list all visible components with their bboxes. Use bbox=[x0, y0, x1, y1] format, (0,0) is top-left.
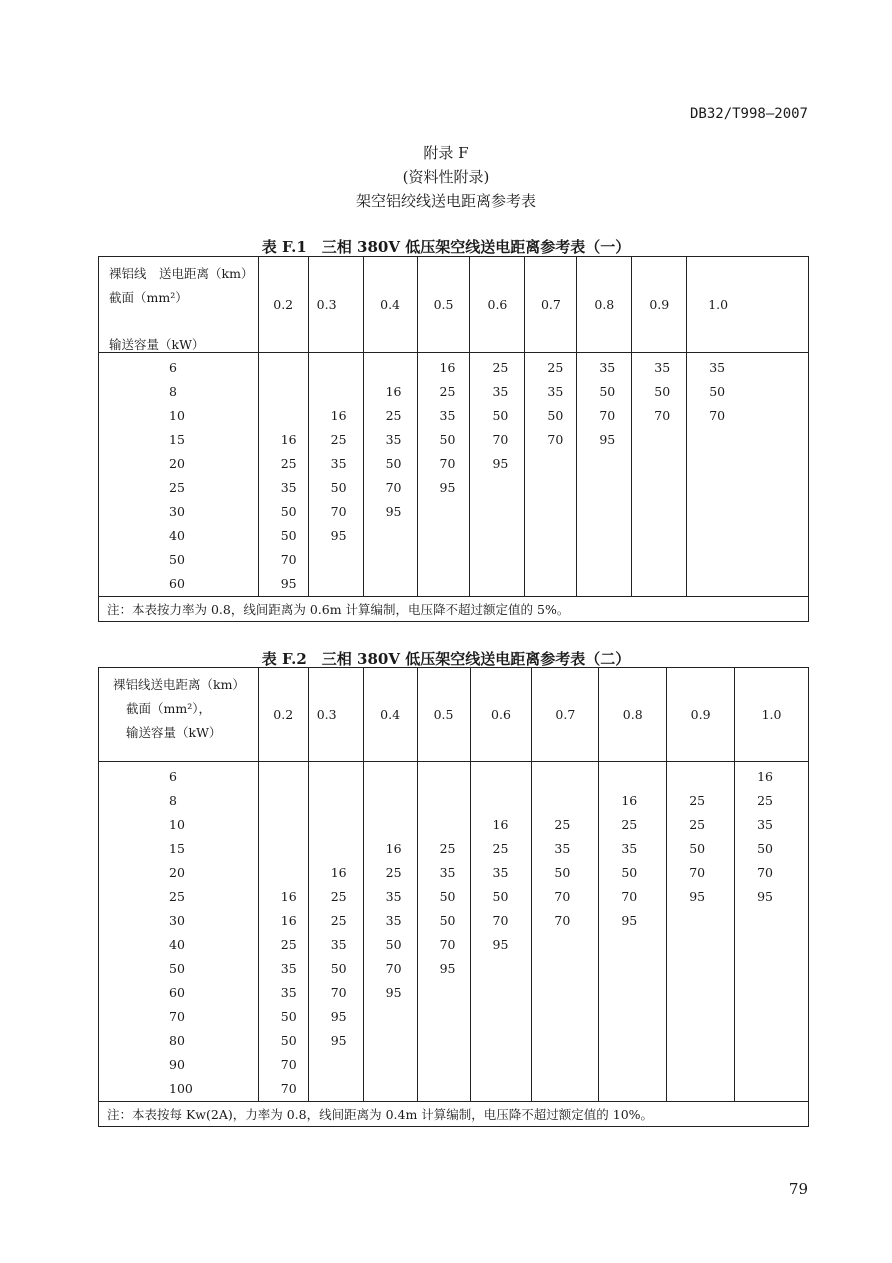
table2-value-column bbox=[258, 762, 308, 1102]
table-cell bbox=[621, 765, 666, 789]
table-cell bbox=[757, 1053, 808, 1077]
table1-distance-header: 0.5 bbox=[417, 257, 470, 353]
capacity-value: 40 bbox=[169, 937, 185, 952]
table2-corner-section: 截面（mm²）， bbox=[126, 701, 211, 716]
table-cell bbox=[654, 428, 686, 452]
table-cell: 50 bbox=[385, 456, 402, 471]
table-cell bbox=[492, 548, 524, 572]
table-cell bbox=[547, 524, 576, 548]
table-cell: 50 bbox=[709, 384, 726, 399]
table-cell bbox=[386, 813, 417, 837]
table-cell: 50 bbox=[554, 865, 571, 880]
table-cell bbox=[654, 500, 686, 524]
table-cell bbox=[281, 837, 308, 861]
table-cell: 35 bbox=[385, 889, 402, 904]
capacity-value: 8 bbox=[169, 384, 177, 399]
table-cell bbox=[621, 1029, 666, 1053]
table-cell: 16 bbox=[439, 360, 456, 375]
table-cell: 70 bbox=[554, 913, 571, 928]
table2-distance-header: 0.2 bbox=[258, 668, 308, 762]
table2-value-column bbox=[308, 762, 363, 1102]
table-cell bbox=[689, 765, 734, 789]
table1-body-row bbox=[99, 353, 809, 597]
table-cell bbox=[689, 909, 734, 933]
capacity-value: 8 bbox=[169, 793, 177, 808]
table-cell: 16 bbox=[757, 769, 773, 784]
table1-distance-header: 0.6 bbox=[470, 257, 525, 353]
table-cell: 16 bbox=[492, 817, 509, 832]
table-cell: 35 bbox=[757, 817, 773, 832]
table2-distance-header: 0.6 bbox=[470, 668, 532, 762]
table-cell: 25 bbox=[689, 817, 706, 832]
table1-value-column bbox=[577, 353, 632, 597]
table-cell: 35 bbox=[439, 865, 456, 880]
table-cell bbox=[331, 837, 363, 861]
table-cell: 70 bbox=[654, 408, 671, 423]
table1-value-column bbox=[417, 353, 470, 597]
table-cell bbox=[386, 572, 417, 596]
table-cell: 25 bbox=[330, 889, 347, 904]
table1 bbox=[98, 256, 809, 622]
table1-distance-header: 0.3 bbox=[308, 257, 363, 353]
table-cell: 50 bbox=[492, 889, 509, 904]
table-cell bbox=[554, 789, 598, 813]
table-cell bbox=[331, 813, 363, 837]
table-cell bbox=[621, 1053, 666, 1077]
table-cell bbox=[757, 957, 808, 981]
capacity-value: 25 bbox=[169, 889, 185, 904]
table-cell bbox=[654, 524, 686, 548]
table-cell: 95 bbox=[439, 480, 456, 495]
table-cell: 70 bbox=[599, 408, 616, 423]
table-cell: 70 bbox=[689, 865, 706, 880]
table-cell bbox=[654, 476, 686, 500]
table-cell: 70 bbox=[439, 937, 456, 952]
table-cell: 95 bbox=[330, 1033, 347, 1048]
table-cell bbox=[621, 1005, 666, 1029]
standard-code: DB32/T998—2007 bbox=[689, 106, 808, 122]
page-number: 79 bbox=[788, 1180, 808, 1198]
table1-distance-header: 0.9 bbox=[632, 257, 687, 353]
table2-note: 注：本表按每 Kw(2A)，力率为 0.8，线间距离为 0.4m 计算编制，电压降不超过额定值的 10%。 bbox=[99, 1102, 809, 1127]
table1-corner-capacity: 输送容量（kW） bbox=[109, 337, 205, 352]
table-cell bbox=[709, 428, 808, 452]
table-cell: 70 bbox=[554, 889, 571, 904]
table-cell bbox=[386, 524, 417, 548]
table2-capacity-column bbox=[99, 762, 259, 1102]
table1-capacity-column bbox=[99, 353, 259, 597]
table-cell: 50 bbox=[654, 384, 671, 399]
table-cell bbox=[440, 500, 470, 524]
table-cell bbox=[492, 572, 524, 596]
table-cell bbox=[281, 404, 308, 428]
table-cell: 25 bbox=[439, 384, 456, 399]
table-cell bbox=[440, 1005, 470, 1029]
table1-note: 注：本表按力率为 0.8，线间距离为 0.6m 计算编制，电压降不超过额定值的 5%。 bbox=[99, 597, 809, 622]
capacity-value: 15 bbox=[169, 432, 185, 447]
table-cell: 35 bbox=[547, 384, 564, 399]
capacity-value: 20 bbox=[169, 456, 185, 471]
table-cell: 95 bbox=[599, 432, 616, 447]
appendix-title: 架空铝绞线送电距离参考表 bbox=[355, 192, 536, 210]
table-cell bbox=[493, 1077, 532, 1101]
table-cell bbox=[547, 572, 576, 596]
table-cell: 25 bbox=[757, 793, 773, 808]
table-cell: 16 bbox=[385, 384, 402, 399]
table-cell: 25 bbox=[492, 360, 509, 375]
table-cell: 50 bbox=[439, 913, 456, 928]
table2-value-column bbox=[735, 762, 809, 1102]
table-cell: 16 bbox=[621, 793, 638, 808]
table-cell: 35 bbox=[280, 985, 297, 1000]
table-cell: 16 bbox=[280, 913, 297, 928]
table-cell: 35 bbox=[330, 456, 347, 471]
table-cell: 25 bbox=[385, 408, 402, 423]
table-cell bbox=[386, 1053, 417, 1077]
table-cell bbox=[689, 1029, 734, 1053]
table-cell bbox=[331, 789, 363, 813]
table2-caption: 表 F.2 三相 380V 低压架空线送电距离参考表（二） bbox=[261, 650, 631, 668]
table-cell: 25 bbox=[689, 793, 706, 808]
table-cell: 25 bbox=[439, 841, 456, 856]
table-cell: 35 bbox=[492, 384, 509, 399]
table-cell bbox=[386, 1077, 417, 1101]
capacity-value: 50 bbox=[169, 552, 185, 567]
table-cell bbox=[492, 500, 524, 524]
table-cell: 95 bbox=[330, 528, 347, 543]
table-cell: 95 bbox=[385, 504, 402, 519]
table-cell: 50 bbox=[330, 961, 347, 976]
table-cell bbox=[440, 813, 470, 837]
table-cell bbox=[281, 765, 308, 789]
capacity-value: 15 bbox=[169, 841, 185, 856]
table-cell: 70 bbox=[330, 504, 347, 519]
table-cell bbox=[493, 957, 532, 981]
table-cell bbox=[281, 356, 308, 380]
table-cell bbox=[757, 1077, 808, 1101]
table-cell: 35 bbox=[554, 841, 571, 856]
table-cell: 35 bbox=[654, 360, 671, 375]
table-cell: 50 bbox=[330, 480, 347, 495]
table-cell: 35 bbox=[280, 480, 297, 495]
table-cell bbox=[493, 981, 532, 1005]
table-cell bbox=[621, 933, 666, 957]
table-cell bbox=[599, 476, 631, 500]
table-cell: 50 bbox=[621, 865, 638, 880]
table2-value-column bbox=[667, 762, 735, 1102]
table-cell: 35 bbox=[385, 913, 402, 928]
table-cell: 25 bbox=[330, 432, 347, 447]
table2-distance-header: 0.4 bbox=[363, 668, 417, 762]
table-cell bbox=[689, 1053, 734, 1077]
table2-distance-header: 0.3 bbox=[308, 668, 363, 762]
table2-value-column bbox=[417, 762, 470, 1102]
table1-value-column bbox=[308, 353, 363, 597]
capacity-value: 10 bbox=[169, 408, 185, 423]
table-cell: 70 bbox=[709, 408, 726, 423]
table-cell: 50 bbox=[547, 408, 564, 423]
table-cell bbox=[331, 380, 363, 404]
table-cell bbox=[492, 524, 524, 548]
table2-corner-capacity: 输送容量（kW） bbox=[126, 725, 222, 740]
table-cell: 16 bbox=[385, 841, 402, 856]
table-cell bbox=[599, 548, 631, 572]
table-cell: 35 bbox=[385, 432, 402, 447]
table-cell bbox=[331, 765, 363, 789]
table-cell: 25 bbox=[280, 937, 297, 952]
table-cell bbox=[599, 524, 631, 548]
capacity-value: 60 bbox=[169, 985, 185, 1000]
table-cell bbox=[492, 476, 524, 500]
table-cell bbox=[386, 1029, 417, 1053]
table-cell bbox=[709, 476, 808, 500]
capacity-value: 40 bbox=[169, 528, 185, 543]
table-cell bbox=[554, 765, 598, 789]
table-cell bbox=[621, 981, 666, 1005]
table-cell: 16 bbox=[330, 865, 347, 880]
capacity-value: 30 bbox=[169, 913, 185, 928]
table-cell: 50 bbox=[689, 841, 706, 856]
table-cell: 95 bbox=[330, 1009, 347, 1024]
table-cell bbox=[440, 1077, 470, 1101]
table-cell bbox=[386, 789, 417, 813]
table-cell bbox=[281, 813, 308, 837]
table-cell: 16 bbox=[280, 432, 297, 447]
table-cell: 95 bbox=[757, 889, 773, 904]
capacity-value: 80 bbox=[169, 1033, 185, 1048]
table-cell bbox=[654, 452, 686, 476]
table-cell: 70 bbox=[492, 913, 509, 928]
table-cell bbox=[493, 1029, 532, 1053]
table1-caption: 表 F.1 三相 380V 低压架空线送电距离参考表（一） bbox=[261, 238, 631, 256]
table-cell bbox=[493, 765, 532, 789]
table-cell bbox=[709, 548, 808, 572]
table1-value-column bbox=[687, 353, 809, 597]
table2-value-column bbox=[599, 762, 667, 1102]
capacity-value: 25 bbox=[169, 480, 185, 495]
table2-value-column bbox=[363, 762, 417, 1102]
table-cell: 70 bbox=[280, 1057, 297, 1072]
appendix-label: 附录 F bbox=[423, 144, 469, 162]
table1-distance-header: 0.4 bbox=[363, 257, 417, 353]
table-cell bbox=[331, 572, 363, 596]
table-cell bbox=[281, 861, 308, 885]
table-cell bbox=[757, 933, 808, 957]
table-cell bbox=[621, 1077, 666, 1101]
table-cell bbox=[440, 789, 470, 813]
table1-value-column bbox=[632, 353, 687, 597]
table2-distance-header: 0.9 bbox=[667, 668, 735, 762]
table-cell bbox=[331, 548, 363, 572]
table2-body-row bbox=[99, 762, 809, 1102]
table-cell: 70 bbox=[492, 432, 509, 447]
table-cell: 70 bbox=[385, 961, 402, 976]
table1-value-column bbox=[363, 353, 417, 597]
table-cell bbox=[709, 452, 808, 476]
table-cell: 50 bbox=[280, 504, 297, 519]
table-cell: 70 bbox=[280, 1081, 297, 1096]
table-cell bbox=[709, 572, 808, 596]
table-cell: 25 bbox=[330, 913, 347, 928]
table1-value-column bbox=[470, 353, 525, 597]
table-cell: 70 bbox=[330, 985, 347, 1000]
table-cell: 50 bbox=[385, 937, 402, 952]
table-cell bbox=[689, 1005, 734, 1029]
table1-corner-header bbox=[99, 257, 259, 353]
table-cell: 50 bbox=[757, 841, 773, 856]
table-cell bbox=[440, 1053, 470, 1077]
table-cell bbox=[757, 1029, 808, 1053]
table-cell: 70 bbox=[439, 456, 456, 471]
table-cell bbox=[440, 572, 470, 596]
capacity-value: 90 bbox=[169, 1057, 185, 1072]
table-cell bbox=[493, 1053, 532, 1077]
table-cell bbox=[554, 1053, 598, 1077]
table-cell bbox=[554, 981, 598, 1005]
capacity-value: 50 bbox=[169, 961, 185, 976]
table-cell bbox=[599, 500, 631, 524]
table-cell: 50 bbox=[439, 432, 456, 447]
table-cell bbox=[386, 1005, 417, 1029]
table1-corner-distance: 裸铝线 送电距离（km） bbox=[109, 266, 254, 281]
table2 bbox=[98, 667, 809, 1127]
table-cell bbox=[331, 356, 363, 380]
table-cell: 25 bbox=[547, 360, 564, 375]
table-cell bbox=[621, 957, 666, 981]
capacity-value: 10 bbox=[169, 817, 185, 832]
table-cell bbox=[440, 524, 470, 548]
table-cell: 95 bbox=[689, 889, 706, 904]
table-cell bbox=[493, 1005, 532, 1029]
capacity-value: 100 bbox=[169, 1081, 193, 1096]
table2-value-column bbox=[532, 762, 599, 1102]
table-cell: 35 bbox=[621, 841, 638, 856]
table-cell: 50 bbox=[439, 889, 456, 904]
table-cell bbox=[386, 765, 417, 789]
table-cell: 95 bbox=[492, 456, 509, 471]
table-cell: 25 bbox=[492, 841, 509, 856]
table-cell: 35 bbox=[599, 360, 616, 375]
table-cell: 95 bbox=[621, 913, 638, 928]
table-cell bbox=[689, 981, 734, 1005]
table-cell bbox=[440, 548, 470, 572]
table-cell bbox=[547, 548, 576, 572]
table-cell bbox=[547, 452, 576, 476]
table-cell: 95 bbox=[492, 937, 509, 952]
table-cell: 50 bbox=[280, 1033, 297, 1048]
table-cell bbox=[709, 524, 808, 548]
appendix-type: (资料性附录) bbox=[402, 168, 490, 186]
table-cell: 35 bbox=[330, 937, 347, 952]
table-cell: 35 bbox=[492, 865, 509, 880]
table-cell bbox=[386, 548, 417, 572]
table-cell bbox=[493, 789, 532, 813]
table-cell: 70 bbox=[757, 865, 773, 880]
table-cell bbox=[440, 981, 470, 1005]
table2-distance-header: 0.5 bbox=[417, 668, 470, 762]
table-cell: 70 bbox=[547, 432, 564, 447]
table1-distance-header: 0.7 bbox=[525, 257, 577, 353]
table-cell bbox=[757, 981, 808, 1005]
table1-value-column bbox=[258, 353, 308, 597]
table1-distance-header: 0.8 bbox=[577, 257, 632, 353]
capacity-value: 30 bbox=[169, 504, 185, 519]
table-cell: 35 bbox=[280, 961, 297, 976]
table-cell bbox=[689, 933, 734, 957]
table-cell: 16 bbox=[280, 889, 297, 904]
table2-distance-header: 0.8 bbox=[599, 668, 667, 762]
table-cell bbox=[599, 452, 631, 476]
table-cell: 70 bbox=[621, 889, 638, 904]
table1-corner-section: 截面（mm²） bbox=[109, 290, 188, 305]
table-cell bbox=[440, 765, 470, 789]
table-cell bbox=[547, 476, 576, 500]
table2-corner-distance: 裸铝线送电距离（km） bbox=[113, 677, 245, 692]
table2-corner-header bbox=[99, 668, 259, 762]
table-cell: 25 bbox=[621, 817, 638, 832]
capacity-value: 70 bbox=[169, 1009, 185, 1024]
table-cell bbox=[554, 1005, 598, 1029]
table-cell: 50 bbox=[492, 408, 509, 423]
table-cell bbox=[689, 957, 734, 981]
table-cell: 95 bbox=[385, 985, 402, 1000]
capacity-value: 20 bbox=[169, 865, 185, 880]
table-cell bbox=[554, 1077, 598, 1101]
table-cell bbox=[440, 1029, 470, 1053]
table-cell bbox=[554, 1029, 598, 1053]
table-cell bbox=[654, 572, 686, 596]
table-cell: 70 bbox=[385, 480, 402, 495]
table2-distance-header: 1.0 bbox=[735, 668, 809, 762]
table-cell: 35 bbox=[439, 408, 456, 423]
table-cell: 25 bbox=[280, 456, 297, 471]
table-cell bbox=[331, 1053, 363, 1077]
table-cell: 50 bbox=[280, 528, 297, 543]
capacity-value: 60 bbox=[169, 576, 185, 591]
capacity-value: 6 bbox=[169, 360, 177, 375]
table-cell bbox=[554, 957, 598, 981]
capacity-value: 6 bbox=[169, 769, 177, 784]
table-cell: 16 bbox=[330, 408, 347, 423]
table-cell bbox=[281, 380, 308, 404]
table-cell bbox=[599, 572, 631, 596]
table-cell: 25 bbox=[554, 817, 571, 832]
table1-distance-header: 0.2 bbox=[258, 257, 308, 353]
table1-value-column bbox=[525, 353, 577, 597]
table1-distance-header: 1.0 bbox=[687, 257, 809, 353]
table-cell bbox=[757, 1005, 808, 1029]
table-cell bbox=[709, 500, 808, 524]
table-cell: 35 bbox=[709, 360, 726, 375]
table-cell bbox=[689, 1077, 734, 1101]
table-cell bbox=[554, 933, 598, 957]
table-cell: 25 bbox=[385, 865, 402, 880]
table-cell: 50 bbox=[280, 1009, 297, 1024]
table-cell bbox=[757, 909, 808, 933]
table-cell bbox=[547, 500, 576, 524]
table2-value-column bbox=[470, 762, 532, 1102]
table-cell bbox=[281, 789, 308, 813]
table-cell: 50 bbox=[599, 384, 616, 399]
table2-distance-header: 0.7 bbox=[532, 668, 599, 762]
table-cell: 70 bbox=[280, 552, 297, 567]
table-cell bbox=[331, 1077, 363, 1101]
table-cell: 95 bbox=[439, 961, 456, 976]
table-cell: 95 bbox=[280, 576, 297, 591]
table-cell bbox=[654, 548, 686, 572]
table-cell bbox=[386, 356, 417, 380]
